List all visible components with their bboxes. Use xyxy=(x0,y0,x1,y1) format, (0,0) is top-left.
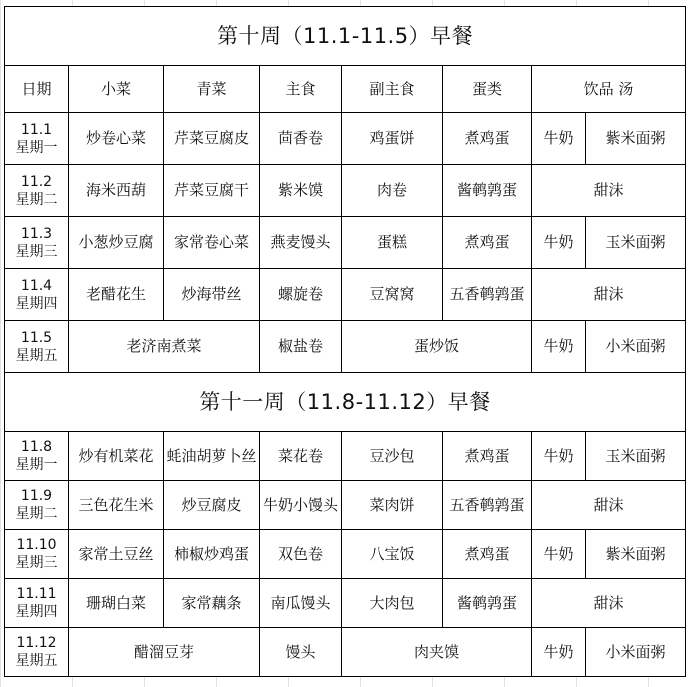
zhushi-cell: 牛奶小馒头 xyxy=(260,481,342,530)
week-title: 第十周（11.1-11.5）早餐 xyxy=(5,7,686,66)
fuzhushi-cell: 鸡蛋饼 xyxy=(342,113,443,165)
soup-cell: 玉米面粥 xyxy=(586,432,686,481)
zhushi-cell: 茴香卷 xyxy=(260,113,342,165)
header-zhushi: 主食 xyxy=(260,66,342,113)
xiaocai-cell: 老醋花生 xyxy=(69,269,164,321)
fu-dan-cell: 蛋炒饭 xyxy=(342,321,532,373)
date-cell xyxy=(5,269,69,321)
date-cell xyxy=(5,113,69,165)
header-row xyxy=(5,66,686,113)
table-row xyxy=(5,113,686,165)
zhushi-cell: 紫米馍 xyxy=(260,165,342,217)
date-cell xyxy=(5,579,69,628)
header-drink-soup: 饮品 汤 xyxy=(532,66,686,113)
fuzhushi-cell: 豆沙包 xyxy=(342,432,443,481)
weekday-text: 星期二 xyxy=(15,506,58,522)
breakfast-menu-table xyxy=(4,6,686,677)
date-text: 11.8 xyxy=(20,439,53,455)
drink-cell: 牛奶 xyxy=(532,628,586,677)
drink-soup-cell: 甜沫 xyxy=(532,165,686,217)
drink-soup-cell: 甜沫 xyxy=(532,481,686,530)
weekday-text: 星期五 xyxy=(15,347,58,364)
date-text: 11.1 xyxy=(20,121,53,138)
weekday-text: 星期四 xyxy=(15,295,58,312)
table-row xyxy=(5,628,686,677)
soup-cell: 玉米面粥 xyxy=(586,217,686,269)
zhushi-cell: 菜花卷 xyxy=(260,432,342,481)
table-row xyxy=(5,432,686,481)
zhushi-cell: 双色卷 xyxy=(260,530,342,579)
danlei-cell: 煮鸡蛋 xyxy=(443,113,532,165)
header-xiaocai: 小菜 xyxy=(69,66,164,113)
date-cell xyxy=(5,628,69,677)
qingcai-cell: 家常卷心菜 xyxy=(164,217,260,269)
fuzhushi-cell: 大肉包 xyxy=(342,579,443,628)
header-date: 日期 xyxy=(5,66,69,113)
date-cell xyxy=(5,432,69,481)
drink-cell: 牛奶 xyxy=(532,530,586,579)
drink-cell: 牛奶 xyxy=(532,113,586,165)
date-text: 11.11 xyxy=(16,586,57,602)
cai-cell: 醋溜豆芽 xyxy=(69,628,260,677)
qingcai-cell: 芹菜豆腐皮 xyxy=(164,113,260,165)
xiaocai-cell: 三色花生米 xyxy=(69,481,164,530)
table-row xyxy=(5,165,686,217)
danlei-cell: 酱鹌鹑蛋 xyxy=(443,579,532,628)
table-row xyxy=(5,217,686,269)
weekday-text: 星期一 xyxy=(15,457,58,473)
date-cell xyxy=(5,481,69,530)
qingcai-cell: 炒豆腐皮 xyxy=(164,481,260,530)
drink-cell: 牛奶 xyxy=(532,432,586,481)
danlei-cell: 酱鹌鹑蛋 xyxy=(443,165,532,217)
qingcai-cell: 炒海带丝 xyxy=(164,269,260,321)
date-text: 11.12 xyxy=(16,635,57,651)
danlei-cell: 煮鸡蛋 xyxy=(443,217,532,269)
xiaocai-cell: 家常土豆丝 xyxy=(69,530,164,579)
weekday-text: 星期二 xyxy=(15,191,58,208)
zhushi-cell: 南瓜馒头 xyxy=(260,579,342,628)
date-text: 11.9 xyxy=(20,488,53,504)
qingcai-cell: 芹菜豆腐干 xyxy=(164,165,260,217)
xiaocai-cell: 炒卷心菜 xyxy=(69,113,164,165)
soup-cell: 小米面粥 xyxy=(586,321,686,373)
date-text: 11.10 xyxy=(16,537,57,553)
weekday-text: 星期五 xyxy=(15,653,58,669)
date-text: 11.3 xyxy=(20,225,53,242)
drink-cell: 牛奶 xyxy=(532,321,586,373)
header-qingcai: 青菜 xyxy=(164,66,260,113)
date-cell xyxy=(5,165,69,217)
danlei-cell: 煮鸡蛋 xyxy=(443,530,532,579)
week-title: 第十一周（11.8-11.12）早餐 xyxy=(5,373,686,432)
drink-cell: 牛奶 xyxy=(532,217,586,269)
qingcai-cell: 柿椒炒鸡蛋 xyxy=(164,530,260,579)
date-cell xyxy=(5,530,69,579)
date-text: 11.5 xyxy=(20,329,53,346)
soup-cell: 小米面粥 xyxy=(586,628,686,677)
table-row xyxy=(5,321,686,373)
table-row xyxy=(5,579,686,628)
weekday-text: 星期一 xyxy=(15,139,58,156)
weekday-text: 星期三 xyxy=(15,243,58,260)
xiaocai-cell: 炒有机菜花 xyxy=(69,432,164,481)
danlei-cell: 五香鹌鹑蛋 xyxy=(443,481,532,530)
table-row xyxy=(5,530,686,579)
qingcai-cell: 家常藕条 xyxy=(164,579,260,628)
week-title-row xyxy=(5,7,686,66)
date-cell xyxy=(5,217,69,269)
xiaocai-cell: 小葱炒豆腐 xyxy=(69,217,164,269)
fu-dan-cell: 肉夹馍 xyxy=(342,628,532,677)
drink-soup-cell: 甜沫 xyxy=(532,579,686,628)
weekday-text: 星期三 xyxy=(15,555,58,571)
date-text: 11.4 xyxy=(20,277,53,294)
table-row xyxy=(5,481,686,530)
cai-cell: 老济南煮菜 xyxy=(69,321,260,373)
weekday-text: 星期四 xyxy=(15,604,58,620)
zhushi-cell: 馒头 xyxy=(260,628,342,677)
header-danlei: 蛋类 xyxy=(443,66,532,113)
zhushi-cell: 燕麦馒头 xyxy=(260,217,342,269)
date-text: 11.2 xyxy=(20,173,53,190)
danlei-cell: 煮鸡蛋 xyxy=(443,432,532,481)
zhushi-cell: 螺旋卷 xyxy=(260,269,342,321)
fuzhushi-cell: 八宝饭 xyxy=(342,530,443,579)
qingcai-cell: 蚝油胡萝卜丝 xyxy=(164,432,260,481)
header-fuzhushi: 副主食 xyxy=(342,66,443,113)
xiaocai-cell: 珊瑚白菜 xyxy=(69,579,164,628)
soup-cell: 紫米面粥 xyxy=(586,530,686,579)
week-title-row xyxy=(5,373,686,432)
danlei-cell: 五香鹌鹑蛋 xyxy=(443,269,532,321)
soup-cell: 紫米面粥 xyxy=(586,113,686,165)
drink-soup-cell: 甜沫 xyxy=(532,269,686,321)
zhushi-cell: 椒盐卷 xyxy=(260,321,342,373)
date-cell xyxy=(5,321,69,373)
fuzhushi-cell: 肉卷 xyxy=(342,165,443,217)
fuzhushi-cell: 豆窝窝 xyxy=(342,269,443,321)
fuzhushi-cell: 菜肉饼 xyxy=(342,481,443,530)
table-row xyxy=(5,269,686,321)
xiaocai-cell: 海米西葫 xyxy=(69,165,164,217)
fuzhushi-cell: 蛋糕 xyxy=(342,217,443,269)
